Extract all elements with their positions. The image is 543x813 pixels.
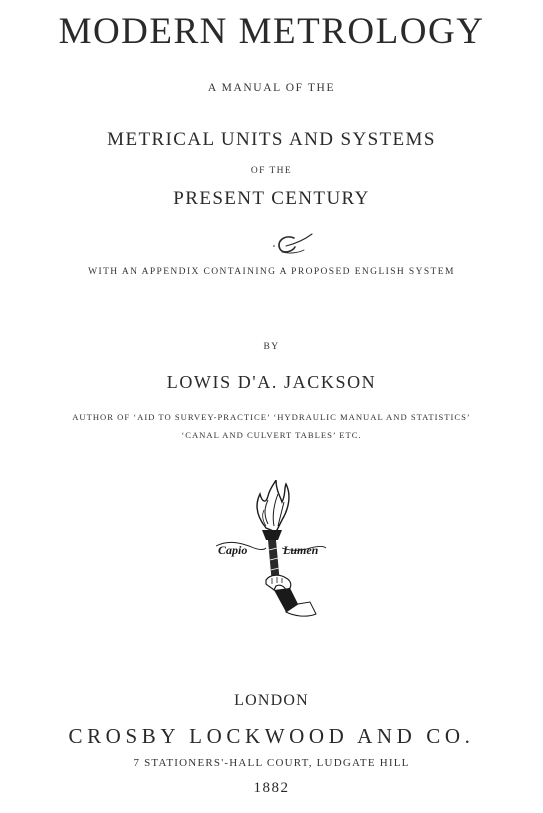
- appendix-note: WITH AN APPENDIX CONTAINING A PROPOSED ENGLISH SYSTEM: [88, 267, 455, 277]
- device-motto-left: Capio: [218, 543, 248, 557]
- subtitle-of-the: OF THE: [250, 166, 293, 176]
- publisher-name: CROSBY LOCKWOOD AND CO.: [68, 724, 475, 748]
- author-name: LOWIS D'A. JACKSON: [166, 372, 377, 392]
- by-label: BY: [263, 342, 280, 352]
- author-works-line-1: AUTHOR OF ‘AID TO SURVEY-PRACTICE’ ‘HYDRAULIC MANUAL AND STATISTICS’: [72, 412, 471, 422]
- subtitle-century: PRESENT CENTURY: [173, 188, 370, 209]
- publisher-address: 7 STATIONERS'-HALL COURT, LUDGATE HILL: [133, 757, 410, 769]
- subtitle-manual: A MANUAL OF THE: [207, 82, 336, 94]
- device-motto-right: Lumen: [283, 543, 319, 557]
- flourish-ornament-icon: [268, 232, 318, 256]
- subtitle-units: METRICAL UNITS AND SYSTEMS: [107, 129, 436, 150]
- publication-year: 1882: [253, 780, 290, 796]
- book-title: MODERN METROLOGY: [58, 11, 485, 52]
- author-works-line-2: ‘CANAL AND CULVERT TABLES’ ETC.: [181, 430, 362, 440]
- publication-place: LONDON: [234, 692, 309, 709]
